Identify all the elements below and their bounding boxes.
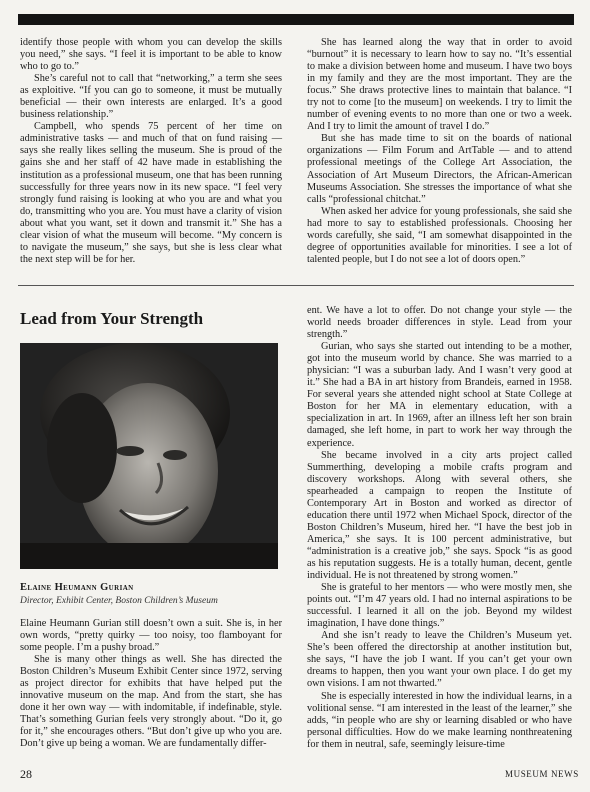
paragraph: Elaine Heumann Gurian still doesn’t own a suit. She is, in her own words, “pretty quirky — too noisy, too flamboyant for some people. I’m a pushy broad.” <box>20 618 282 654</box>
paragraph: She is many other things as well. She has directed the Boston Children’s Museum Exhibit Center since 1972, serving as project director for exhibits that have helped put the innovative museum on the map. And from the start, she has done it her own way — with indomitable, if indefinable, style. That’s something Gurian feels very strongly about. “Do it, go for it,” she encourages others. “But don’t give up who you are. Don’t give up being a woman. We are fundamentally differ- <box>20 654 282 750</box>
paragraph: She is grateful to her mentors — who were mostly men, she points out. “I’m 47 years old. I had no internal aspirations to be successful. I learned it all on the job. Beyond my wildest imagination, I have done things.” <box>307 582 572 630</box>
caption-name: Elaine Heumann Gurian <box>20 582 134 593</box>
article-column-top-left <box>20 37 282 266</box>
paragraph: Gurian, who says she started out intending to be a mother, got into the museum world by chance. She was married to a physician: “I was a suburban lady. And I wasn’t very good at it.” She had a BA in art history from Brandeis, earned in 1958. For several years she attended night school at State College at Boston for her MA in elementary education, with a specialization in art. In 1969, after an illness left her son brain damaged, she left home, in part to work her way through the experience. <box>307 341 572 449</box>
paragraph: But she has made time to sit on the boards of national organizations — Film Forum and ArtTable — and to attend professional meetings of the College Art Association, the Association of Art Museum Directors, the African-American Museums Association. She stresses the importance of what she calls “professional chitchat.” <box>307 133 572 205</box>
top-rule <box>18 14 574 25</box>
article-column-bottom-right <box>307 305 572 751</box>
paragraph: She has learned along the way that in order to avoid “burnout” it is necessary to learn how to say no. “It’s essential to make a division between home and museum. I have two boys in my family and they are the most important. They are the focus.” She draws protective lines to maintain that balance. “I try not to come [to the museum] on weekends. I try to limit the number of evening events to no more than one or two a week. And I try to limit the amount of travel I do.” <box>307 37 572 133</box>
paragraph: When asked her advice for young professionals, she said she had more to say to established professionals. Choosing her words carefully, she said, “I am somewhat disappointed in the degree of opportunities available for minorities. I see a lot of talented people, but I do not see a lot of doors open.” <box>307 205 572 265</box>
article-column-top-right <box>307 37 572 266</box>
page-number: 28 <box>20 767 32 781</box>
section-headline: Lead from Your Strength <box>20 309 204 328</box>
article-column-bottom-left <box>20 618 282 751</box>
paragraph: And she isn’t ready to leave the Children’s Museum yet. She’s been offered the directorship at another institution but, she says, “I have the job I want. If you can’t get your own dreams to happen, then you want your own place. I do get my own visions. I am not thwarted.” <box>307 630 572 690</box>
paragraph: identify those people with whom you can develop the skills you need,” she says. “I feel it is important to be able to know who to go to.” <box>20 37 282 73</box>
paragraph: She became involved in a city arts project called Summerthing, developing a mobile crafts program and discovery workshops. Along with several others, she spearheaded a campaign to reopen the Institute of Contemporary Art in Boston and worked as director of education there until 1972 when Michael Spock, director of the Boston Children’s Museum, hired her. “I have the best job in America,” she says. It is 100 percent administrative, but “administration is a creative job,” she says. Spock “is as good as his reputation suggests. He is a totally human, decent, gentle individual. He is not threatened by strong women.” <box>307 449 572 582</box>
publication-name: MUSEUM NEWS <box>505 769 579 779</box>
paragraph: ent. We have a lot to offer. Do not change your style — the world needs broader differences in style. Lead from your strength.” <box>307 305 572 341</box>
portrait-illustration <box>20 343 278 569</box>
portrait-photo <box>20 343 278 569</box>
section-divider <box>18 285 574 286</box>
paragraph: Campbell, who spends 75 percent of her time on administrative tasks — and much of that on fund raising — says she really likes selling the museum. She is proud of the gains she and her staff of 42 have made in establishing the institution as a professional museum, one that has been running successfully for three years now in its new space. “I feel very strongly fund raising is looking at who you are and what you do, transmitting who you are. You must have a clarity of vision about what you want, set it down and transmit it.” She has a clear vision of what the museum will become. “My concern is to navigate the museum,” she says, but she is less clear what the next step will be for her. <box>20 121 282 265</box>
caption-title: Director, Exhibit Center, Boston Children’s Museum <box>20 596 218 606</box>
paragraph: She’s careful not to call that “networking,” a term she sees as exploitive. “If you can go to someone, it must be mutually beneficial — their own interests are enlarged. It’s a good business relationship.” <box>20 73 282 121</box>
paragraph: She is especially interested in how the individual learns, in a volitional sense. “I am interested in the least of the learner,” she adds, “in people who are shy or learning disabled or who have personal difficulties. How do we make learning nonthreatening for them in neutral, safe, seemingly leisure-time <box>307 690 572 750</box>
